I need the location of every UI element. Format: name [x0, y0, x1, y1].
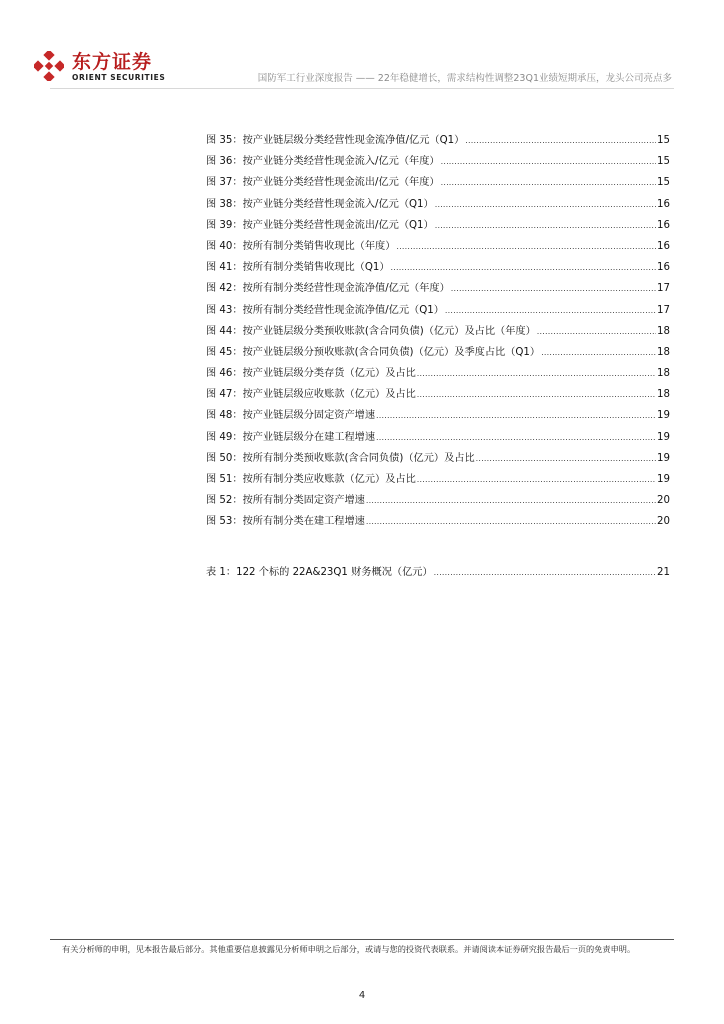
dot-leader: [445, 300, 656, 321]
toc-entry-page: 17: [657, 304, 670, 316]
toc-entry-page: 20: [657, 495, 670, 507]
toc-entry-page: 16: [657, 240, 670, 252]
toc-entry-figure-37[interactable]: [206, 172, 670, 193]
toc-entry-figure-43[interactable]: [206, 300, 670, 321]
toc-entry-label: 表 1：122 个标的 22A&23Q1 财务概况（亿元）: [206, 567, 433, 578]
dot-leader: [366, 490, 656, 511]
toc-entry-label: 图 38：按产业链分类经营性现金流入/亿元（Q1）: [206, 198, 434, 210]
toc-entry-page: 19: [657, 431, 670, 443]
toc-entry-page: 16: [657, 219, 670, 231]
toc-entry-label: 图 42：按所有制分类经营性现金流净值/亿元（年度）: [206, 283, 450, 295]
dot-leader: [391, 257, 657, 278]
toc-entry-page: 17: [657, 283, 670, 295]
toc-entry-label: 图 50：按所有制分类预收账款(含合同负债)（亿元）及占比: [206, 452, 475, 464]
running-title: 国防军工行业深度报告 —— 22年稳健增长，需求结构性调整23Q1业绩短期承压，龙头公司亮点多: [257, 73, 672, 84]
toc-entry-page: 18: [657, 346, 670, 358]
toc-entry-label: 图 48：按产业链层级分固定资产增速: [206, 410, 376, 422]
orient-securities-logo-icon: [34, 51, 64, 81]
toc-entry-page: 15: [657, 177, 670, 189]
dot-leader: [441, 151, 656, 172]
toc-entry-page: 15: [657, 156, 670, 168]
dot-leader: [537, 321, 656, 342]
toc-entry-label: 图 49：按产业链层级分在建工程增速: [206, 431, 376, 443]
dot-leader: [441, 172, 656, 193]
disclaimer-text: 有关分析师的申明，见本报告最后部分。其他重要信息披露见分析师申明之后部分，或请与您的投资代表联系。并请阅读本证券研究报告最后一页的免责申明。: [62, 944, 636, 954]
list-of-tables: [206, 562, 670, 583]
toc-entry-label: 图 36：按产业链分类经营性现金流入/亿元（年度）: [206, 156, 440, 168]
toc-entry-figure-36[interactable]: [206, 151, 670, 172]
toc-entry-table-1[interactable]: [206, 562, 670, 583]
toc-entry-label: 图 40：按所有制分类销售收现比（年度）: [206, 240, 396, 252]
toc-entry-label: 图 45：按产业链层级分预收账款(含合同负债)（亿元）及季度占比（Q1）: [206, 346, 541, 358]
toc-entry-figure-49[interactable]: [206, 427, 670, 448]
toc-entry-label: 图 39：按产业链分类经营性现金流出/亿元（Q1）: [206, 219, 434, 231]
toc-entry-figure-41[interactable]: [206, 257, 670, 278]
dot-leader: [476, 448, 656, 469]
toc-entry-page: 18: [657, 368, 670, 380]
toc-entry-page: 20: [657, 516, 670, 528]
toc-entry-figure-48[interactable]: [206, 405, 670, 426]
dot-leader: [434, 562, 656, 583]
toc-entry-page: 21: [657, 567, 670, 578]
brand-name-cn: 东方证券: [72, 51, 153, 73]
toc-entry-figure-40[interactable]: [206, 236, 670, 257]
toc-entry-figure-47[interactable]: [206, 384, 670, 405]
dot-leader: [376, 405, 656, 426]
dot-leader: [465, 130, 656, 151]
dot-leader: [541, 342, 656, 363]
toc-entry-page: 19: [657, 410, 670, 422]
toc-entry-figure-46[interactable]: [206, 363, 670, 384]
toc-entry-label: 图 46：按产业链层级分类存货（亿元）及占比: [206, 368, 416, 380]
dot-leader: [451, 278, 656, 299]
toc-entry-label: 图 47：按产业链层级应收账款（亿元）及占比: [206, 389, 416, 401]
dot-leader: [435, 215, 656, 236]
toc-entry-figure-52[interactable]: [206, 490, 670, 511]
toc-entry-page: 18: [657, 325, 670, 337]
toc-entry-figure-35[interactable]: [206, 130, 670, 151]
toc-entry-page: 19: [657, 474, 670, 485]
toc-entry-figure-53[interactable]: [206, 511, 670, 532]
dot-leader: [376, 427, 656, 448]
toc-entry-figure-38[interactable]: [206, 194, 670, 215]
toc-entry-page: 18: [657, 389, 670, 401]
list-of-figures: [206, 130, 670, 533]
dot-leader: [417, 384, 656, 405]
toc-entry-figure-51[interactable]: [206, 469, 670, 490]
toc-entry-page: 19: [657, 452, 670, 464]
toc-entry-page: 16: [657, 198, 670, 210]
toc-entry-figure-50[interactable]: [206, 448, 670, 469]
toc-entry-label: 图 41：按所有制分类销售收现比（Q1）: [206, 262, 390, 274]
dot-leader: [396, 236, 656, 257]
toc-entry-figure-39[interactable]: [206, 215, 670, 236]
dot-leader: [417, 469, 656, 490]
footer-divider: [50, 939, 674, 940]
toc-entry-figure-42[interactable]: [206, 278, 670, 299]
dot-leader: [417, 363, 656, 384]
brand-name-en: ORIENT SECURITIES: [72, 73, 166, 82]
toc-entry-label: 图 51：按所有制分类应收账款（亿元）及占比: [206, 474, 416, 485]
toc-entry-label: 图 37：按产业链分类经营性现金流出/亿元（年度）: [206, 177, 440, 189]
toc-entry-page: 15: [657, 135, 670, 146]
toc-entry-label: 图 44：按产业链层级分类预收账款(含合同负债)（亿元）及占比（年度）: [206, 325, 536, 337]
toc-entry-page: 16: [657, 262, 670, 274]
page-number: 4: [358, 990, 366, 1001]
toc-entry-label: 图 35：按产业链层级分类经营性现金流净值/亿元（Q1）: [206, 135, 465, 146]
toc-entry-figure-44[interactable]: [206, 321, 670, 342]
toc-entry-label: 图 52：按所有制分类固定资产增速: [206, 495, 365, 507]
dot-leader: [435, 194, 656, 215]
dot-leader: [366, 511, 656, 532]
header-divider: [50, 88, 674, 89]
toc-entry-label: 图 53：按所有制分类在建工程增速: [206, 516, 365, 528]
toc-entry-figure-45[interactable]: [206, 342, 670, 363]
toc-entry-label: 图 43：按所有制分类经营性现金流净值/亿元（Q1）: [206, 304, 444, 316]
